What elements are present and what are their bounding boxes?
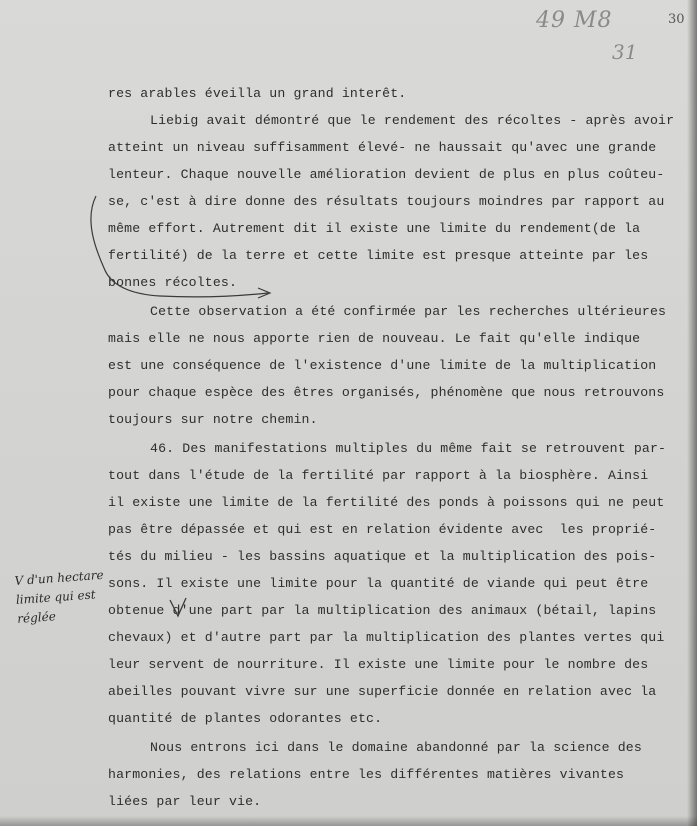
text-line: Liebig avait démontré que le rendement des récoltes - après avoir [150,113,675,128]
text-line: bonnes récoltes. [108,275,238,290]
text-line: il existe une limite de la fertilité des ponds à poissons qui ne peut [108,495,665,510]
text-line: 46. Des manifestations multiples du même fait se retrouvent par- [150,441,667,456]
text-line: pas être dépassée et qui est en relation évidente avec les proprié- [108,522,657,537]
text-line: est une conséquence de l'existence d'une limite de la multiplication [108,358,657,373]
typed-page-number: 30 [668,12,685,27]
margin-note-line: V d'un hectare [14,567,105,588]
text-line: quantité de plantes odorantes etc. [108,711,383,726]
scan-edge-shadow [687,0,697,826]
text-line: se, c'est à dire donne des résultats toujours moindres par rapport au [108,194,665,209]
text-line: res arables éveilla un grand interêt. [108,86,407,101]
text-line: abeilles pouvant vivre sur une superficie donnée en relation avec la [108,684,657,699]
text-line: obtenue d'une part par la multiplication des animaux (bétail, lapins [108,603,657,618]
text-line: pour chaque espèce des êtres organisés, phénomène que nous retrouvons [108,385,665,400]
text-line: même effort. Autrement dit il existe une limite du rendement(de la [108,221,641,236]
text-line: sons. Il existe une limite pour la quantité de viande qui peut être [108,576,649,591]
text-line: Nous entrons ici dans le domaine abandonné par la science des [150,740,642,755]
text-line: tout dans l'étude de la fertilité par rapport à la biosphère. Ainsi [108,468,649,483]
handwritten-page-number: 31 [612,40,638,64]
scan-bottom-shadow [0,816,697,826]
text-line: leur servent de nourriture. Il existe une limite pour le nombre des [108,657,649,672]
text-line: tés du milieu - les bassins aquatique et la multiplication des pois- [108,549,657,564]
text-line: Cette observation a été confirmée par les recherches ultérieures [150,304,667,319]
handwritten-reference: 49 M8 [536,8,613,33]
text-line: fertilité) de la terre et cette limite est presque atteinte par les [108,248,649,263]
margin-handwritten-note [14,566,107,629]
text-line: liées par leur vie. [108,794,262,809]
text-line: harmonies, des relations entre les différentes matières vivantes [108,767,625,782]
text-line: mais elle ne nous apporte rien de nouveau. Le fait qu'elle indique [108,331,641,346]
text-line: chevaux) et d'autre part par la multiplication des plantes vertes qui [108,630,665,645]
text-line: lenteur. Chaque nouvelle amélioration devient de plus en plus coûteu- [108,167,665,182]
margin-note-line: réglée [16,609,57,626]
text-line: toujours sur notre chemin. [108,412,318,427]
margin-note-line: limite qui est [15,587,97,607]
text-line: atteint un niveau suffisamment élevé- ne haussait qu'avec une grande [108,140,657,155]
